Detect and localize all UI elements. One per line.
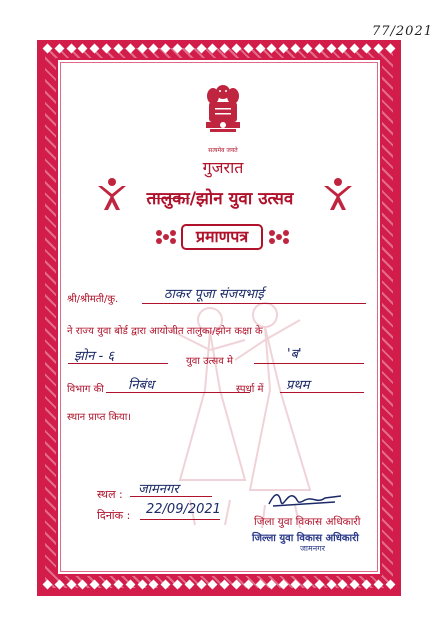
- border-diamond: [232, 44, 242, 54]
- border-diamond: [232, 580, 242, 590]
- emblem-motto: सत्यमेव जयते: [208, 147, 238, 154]
- border-diamond: [302, 580, 312, 590]
- flower-ornament-icon: [153, 226, 179, 248]
- border-diamond: [113, 44, 123, 54]
- flower-ornament-icon: [266, 226, 292, 248]
- border-diamond: [102, 44, 112, 54]
- border-diamond: [208, 44, 218, 54]
- border-diamond: [172, 44, 182, 54]
- border-diamond: [172, 580, 182, 590]
- state-name: गुजरात: [202, 158, 244, 177]
- border-diamond: [291, 44, 301, 54]
- event-struck-word: तालुका: [146, 189, 190, 209]
- page-number: 77/2021: [371, 24, 433, 39]
- stamp-title: जिल्ला युवा विकास अधिकारी: [252, 533, 359, 544]
- border-diamond: [243, 44, 253, 54]
- border-diamond: [220, 44, 230, 54]
- border-pattern-top: [44, 45, 394, 52]
- border-diamond: [78, 44, 88, 54]
- dancer-logo-icon: [322, 176, 354, 212]
- border-diamond: [385, 44, 395, 54]
- national-emblem-icon: [203, 82, 243, 144]
- border-diamond: [125, 44, 135, 54]
- border-diamond: [326, 580, 336, 590]
- organizer-text: ने राज्य युवा बोर्ड द्वारा आयोजीत तालुका/झोन कक्षा के: [67, 326, 263, 337]
- border-diamond: [267, 44, 277, 54]
- border-diamond: [350, 44, 360, 54]
- border-diamond: [255, 44, 265, 54]
- border-diamond: [291, 580, 301, 590]
- border-diamond: [196, 44, 206, 54]
- officer-signature: [265, 488, 345, 510]
- group-value: 'ब': [287, 347, 302, 362]
- border-diamond: [54, 580, 64, 590]
- border-diamond: [78, 580, 88, 590]
- stamp-place: जामनगर: [300, 544, 326, 553]
- border-diamond: [361, 580, 371, 590]
- border-diamond: [385, 580, 395, 590]
- event-title: /झोन युवा उत्सव: [189, 189, 294, 209]
- border-diamond: [350, 580, 360, 590]
- certificate-title: प्रमाणपत्र: [181, 224, 263, 250]
- date-underline: [140, 519, 220, 520]
- border-diamond: [102, 580, 112, 590]
- border-diamond: [184, 580, 194, 590]
- border-diamond: [314, 44, 324, 54]
- border-diamond: [184, 44, 194, 54]
- border-diamond: [208, 580, 218, 590]
- zone-value: झोन - ६: [74, 349, 115, 364]
- event-heading: [115, 186, 325, 209]
- border-diamond: [338, 580, 348, 590]
- competition-label: स्पर्धा में: [236, 384, 264, 395]
- border-diamond: [54, 44, 64, 54]
- border-diamond: [43, 44, 53, 54]
- name-prefix-label: श्री/श्रीमती/कु.: [67, 294, 119, 305]
- border-diamond: [113, 580, 123, 590]
- place-label: स्थल :: [97, 488, 123, 501]
- recipient-name: ठाकर पूजा संजयभाई: [164, 287, 264, 302]
- border-diamond: [373, 580, 383, 590]
- border-diamond: [326, 44, 336, 54]
- border-diamond: [302, 44, 312, 54]
- border-diamond: [338, 44, 348, 54]
- border-diamond: [125, 580, 135, 590]
- border-diamond: [66, 580, 76, 590]
- border-diamond: [314, 580, 324, 590]
- border-diamond: [161, 44, 171, 54]
- rank-value: प्रथम: [286, 378, 310, 393]
- date-label: दिनांक :: [97, 509, 131, 522]
- border-diamond: [279, 44, 289, 54]
- border-diamond: [90, 44, 100, 54]
- section-value: निबंध: [128, 378, 155, 393]
- border-diamond: [161, 580, 171, 590]
- border-diamond: [137, 44, 147, 54]
- border-diamond: [220, 580, 230, 590]
- date-value: 22/09/2021: [146, 502, 221, 517]
- border-diamond: [361, 44, 371, 54]
- border-diamond: [137, 580, 147, 590]
- border-diamond: [279, 580, 289, 590]
- border-diamond: [196, 580, 206, 590]
- border-diamond: [90, 580, 100, 590]
- border-diamond: [149, 580, 159, 590]
- border-diamond: [43, 580, 53, 590]
- festival-label: युवा उत्सव मे: [186, 356, 233, 367]
- officer-title: जिला युवा विकास अधिकारी: [254, 516, 361, 528]
- group-underline: [254, 363, 364, 364]
- section-label: विभाग की: [67, 384, 104, 395]
- closing-text: स्थान प्राप्त किया।: [67, 412, 132, 423]
- border-diamond: [267, 580, 277, 590]
- name-underline: [142, 303, 366, 304]
- border-diamond: [149, 44, 159, 54]
- border-diamond: [243, 580, 253, 590]
- border-diamond: [373, 44, 383, 54]
- place-value: जामनगर: [138, 482, 179, 497]
- border-diamond: [255, 580, 265, 590]
- border-pattern-bottom: [44, 581, 394, 588]
- border-diamond: [66, 44, 76, 54]
